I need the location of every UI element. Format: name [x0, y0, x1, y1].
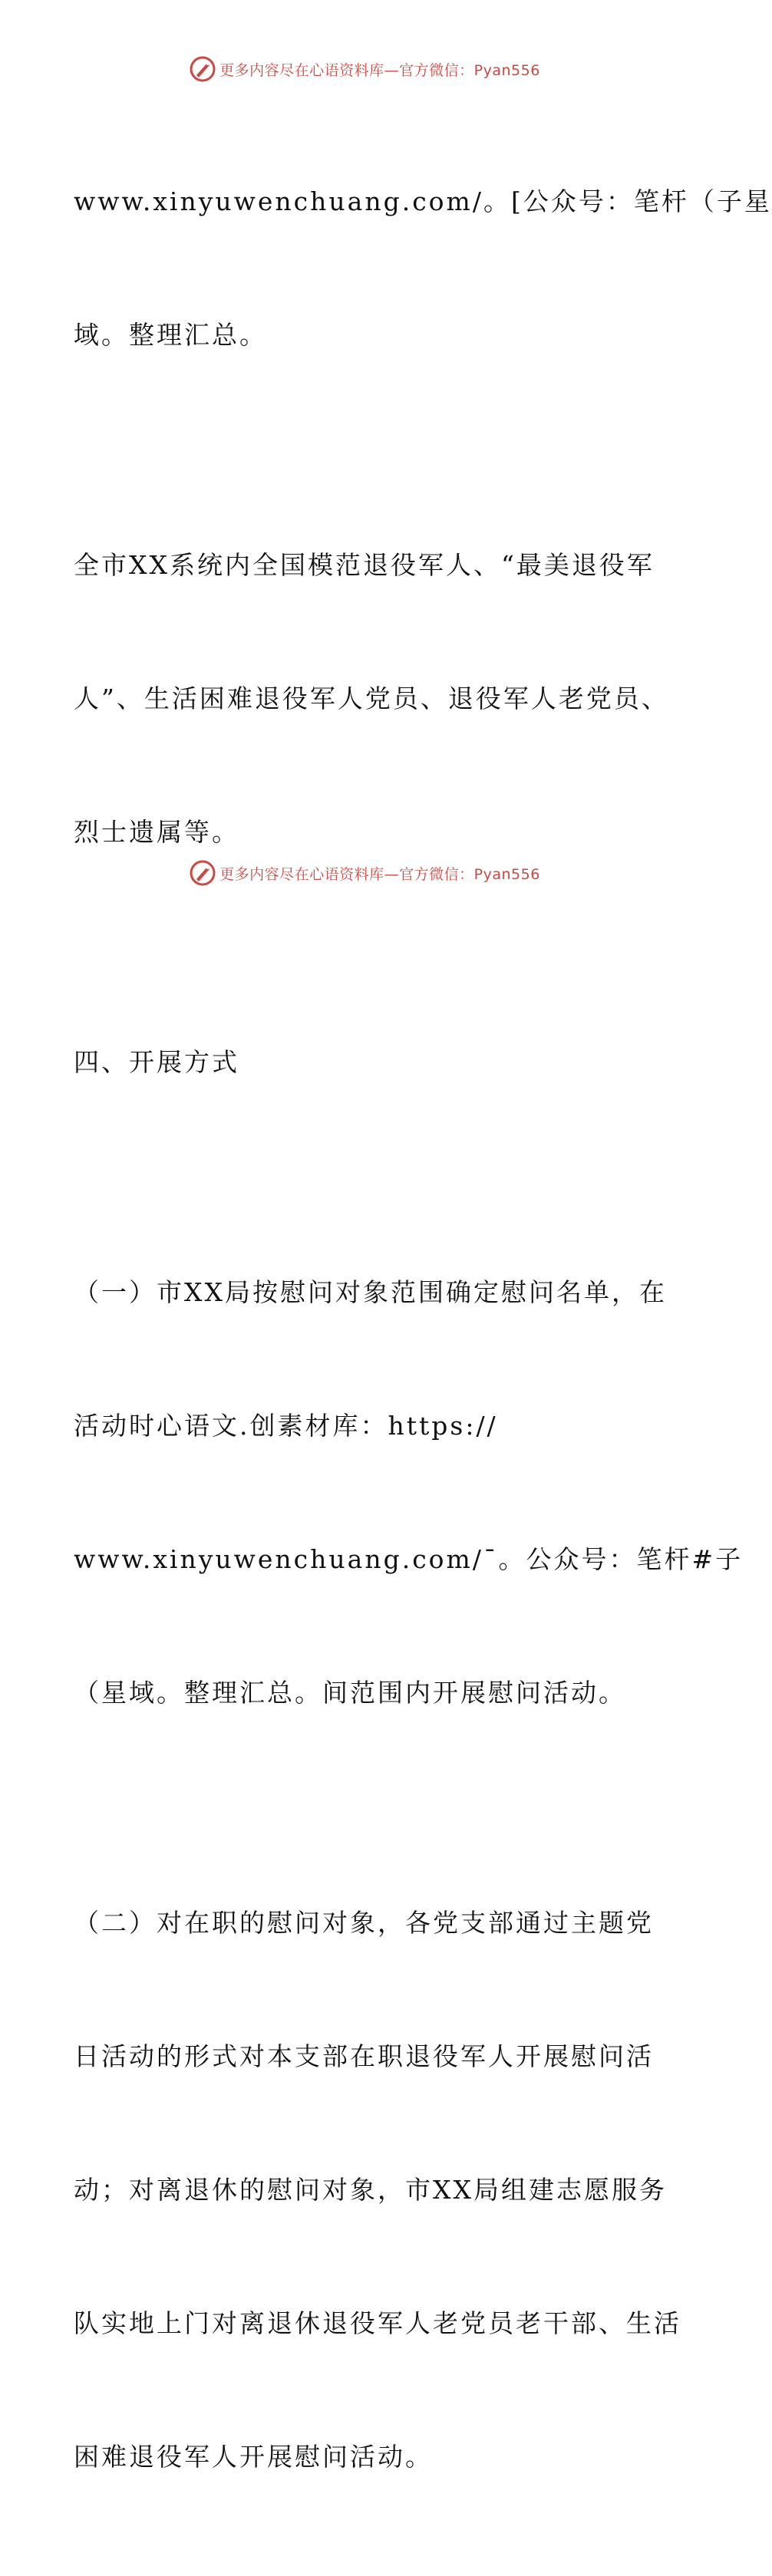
- text-line: 动；对离退休的慰问对象，市XX局组建志愿服务: [74, 2175, 667, 2205]
- paragraph: [74, 91, 772, 446]
- text-line: （星域。整理汇总。间范围内开展慰问活动。: [74, 1678, 626, 1708]
- text-line: 四、开展方式: [74, 1047, 239, 1077]
- text-line: 人”、生活困难退役军人党员、退役军人老党员、: [74, 684, 669, 713]
- text-line: （一）市XX局按慰问对象范围确定慰问名单，在: [74, 1277, 667, 1307]
- text-line: 日活动的形式对本支部在职退役军人开展慰问活: [74, 2041, 654, 2071]
- footer-banner: [0, 858, 729, 888]
- header-banner: [0, 54, 729, 84]
- text-line: 全市XX系统内全国模范退役军人、“最美退役军: [74, 550, 655, 580]
- pen-nib-logo-icon: [189, 55, 216, 83]
- text-line: 域。整理汇总。: [74, 320, 267, 350]
- text-line: www.xinyuwenchuang.com/。[公众号：笔杆（子星: [74, 186, 772, 216]
- paragraph: [74, 1181, 744, 1804]
- banner-text: 更多内容尽在心语资料库—官方微信：Pyan556: [219, 865, 540, 883]
- text-line: （二）对在职的慰问对象，各党支部通过主题党: [74, 1908, 654, 1938]
- banner-text: 更多内容尽在心语资料库—官方微信：Pyan556: [219, 61, 540, 79]
- text-line: 困难退役军人开展慰问活动。: [74, 2442, 433, 2472]
- text-line: 队实地上门对离退休退役军人老党员老干部、生活: [74, 2308, 681, 2338]
- section-heading: [74, 951, 657, 1174]
- text-line: 活动时心语文.创素材库：https://: [74, 1411, 498, 1441]
- document-body: [74, 91, 772, 2576]
- text-line: 烈士遗属等。: [74, 817, 239, 847]
- text-line: www.xinyuwenchuang.com/¯。公众号：笔杆#子: [74, 1544, 744, 1574]
- paragraph: [74, 1812, 681, 2568]
- pen-nib-logo-icon: [189, 859, 216, 887]
